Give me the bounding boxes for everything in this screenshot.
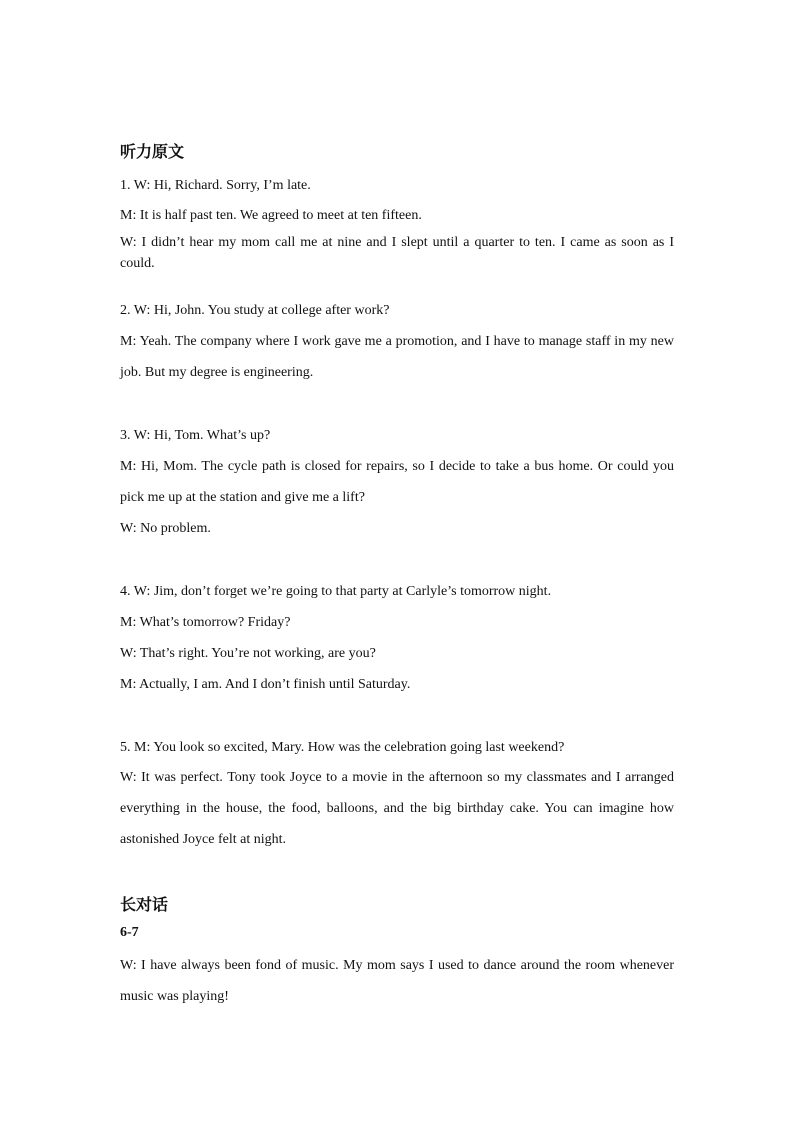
dialogue-1-line-3: W: I didn’t hear my mom call me at nine and I slept until a quarter to ten. I came as soon as I could.	[120, 235, 674, 271]
long-dialogue-line-1: W: I have always been fond of music. My mom says I used to dance around the room whenever music was playing!	[120, 958, 674, 1004]
dialogue-4-line-1: 4. W: Jim, don’t forget we’re going to that party at Carlyle’s tomorrow night.	[120, 584, 552, 599]
dialogue-3-line-1: 3. W: Hi, Tom. What’s up?	[120, 428, 271, 443]
dialogue-3-line-2: M: Hi, Mom. The cycle path is closed for repairs, so I decide to take a bus home. Or could you pick me up at the station and give me a lift?	[120, 459, 674, 505]
dialogue-2-line-1: 2. W: Hi, John. You study at college after work?	[120, 303, 390, 318]
dialogue-1-line-1: 1. W: Hi, Richard. Sorry, I’m late.	[120, 178, 311, 193]
dialogue-5-line-1: 5. M: You look so excited, Mary. How was the celebration going last weekend?	[120, 740, 565, 755]
dialogue-4-line-3: W: That’s right. You’re not working, are you?	[120, 646, 376, 661]
question-group-label: 6-7	[120, 925, 139, 940]
dialogue-1-line-2: M: It is half past ten. We agreed to meet at ten fifteen.	[120, 208, 422, 223]
section-heading-long-dialogues: 长对话	[120, 895, 169, 914]
section-heading-listening-text: 听力原文	[120, 142, 185, 161]
dialogue-5-line-2: W: It was perfect. Tony took Joyce to a movie in the afternoon so my classmates and I arranged everything in the house, the food, balloons, and the big birthday cake. You can imagine how astonished Joyce felt at night.	[120, 770, 674, 847]
dialogue-3-line-3: W: No problem.	[120, 521, 211, 536]
dialogue-2-line-2: M: Yeah. The company where I work gave me a promotion, and I have to manage staff in my new job. But my degree is engineering.	[120, 334, 674, 380]
dialogue-4-line-4: M: Actually, I am. And I don’t finish until Saturday.	[120, 677, 411, 692]
dialogue-4-line-2: M: What’s tomorrow? Friday?	[120, 615, 291, 630]
